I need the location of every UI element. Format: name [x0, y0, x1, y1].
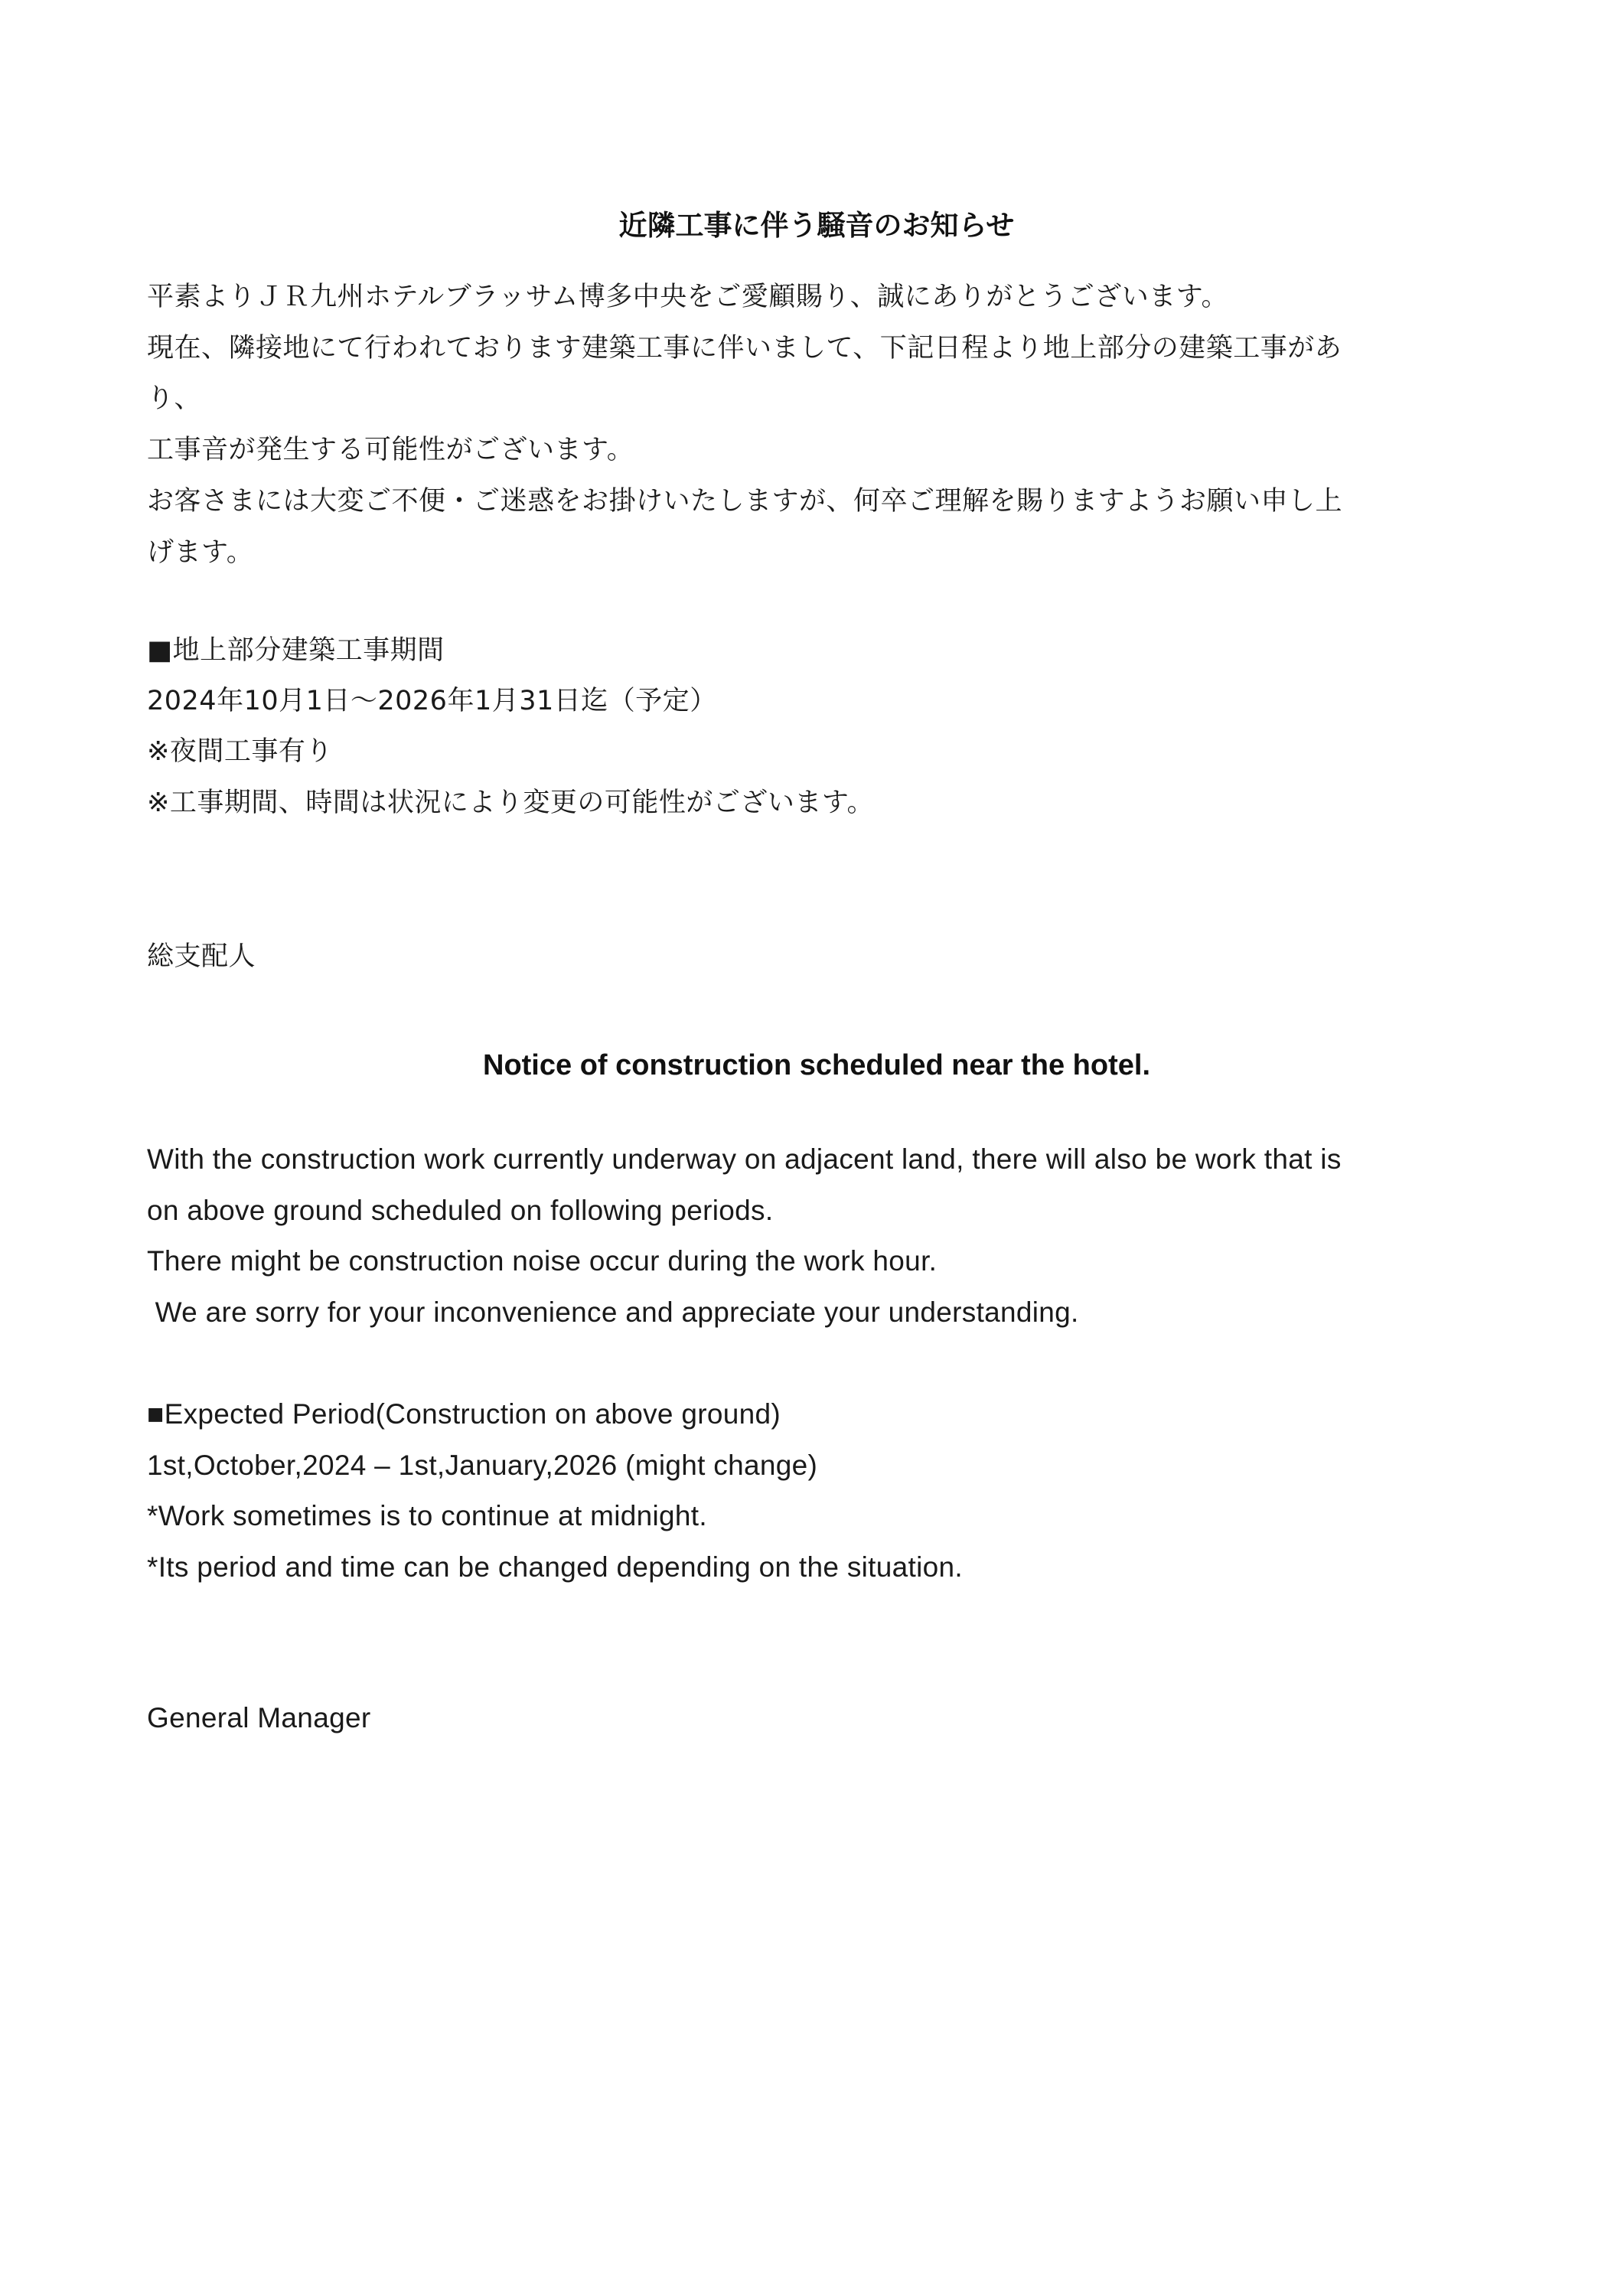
- english-body-line: on above ground scheduled on following periods.: [147, 1195, 774, 1226]
- english-note: *Work sometimes is to continue at midnight.: [147, 1500, 707, 1531]
- english-period-heading: ■Expected Period(Construction on above ground): [147, 1398, 781, 1430]
- english-period-dates: 1st,October,2024 – 1st,January,2026 (might change): [147, 1450, 818, 1481]
- japanese-body-line: お客さまには大変ご不便・ご迷惑をお掛けいたしますが、何卒ご理解を賜りますようお願い申し上: [147, 486, 1343, 517]
- japanese-body-line: 現在、隣接地にて行われております建築工事に伴いまして、下記日程より地上部分の建築工事があ: [147, 333, 1342, 364]
- japanese-body-line: 平素よりＪＲ九州ホテルブラッサム博多中央をご愛顧賜り、誠にありがとうございます。: [147, 282, 1229, 312]
- japanese-body-line: り、: [147, 383, 202, 414]
- english-signature: General Manager: [147, 1702, 371, 1733]
- japanese-period-heading: ■地上部分建築工事期間: [147, 635, 445, 666]
- english-title: Notice of construction scheduled near the hotel.: [483, 1049, 1150, 1081]
- japanese-body-line: 工事音が発生する可能性がございます。: [147, 435, 634, 465]
- english-note: *Its period and time can be changed depending on the situation.: [147, 1551, 963, 1583]
- japanese-note: ※工事期間、時間は状況により変更の可能性がございます。: [147, 788, 875, 818]
- japanese-signature: 総支配人: [147, 941, 256, 972]
- japanese-title: 近隣工事に伴う騒音のお知らせ: [618, 209, 1015, 242]
- english-body-line: We are sorry for your inconvenience and appreciate your understanding.: [147, 1296, 1079, 1328]
- english-body-line: With the construction work currently underway on adjacent land, there will also be work that is: [147, 1143, 1342, 1175]
- japanese-note: ※夜間工事有り: [147, 736, 333, 767]
- japanese-body-line: げます。: [147, 537, 254, 568]
- english-body-line: There might be construction noise occur during the work hour.: [147, 1245, 938, 1277]
- japanese-period-dates: 2024年10月1日～2026年1月31日迄（予定）: [147, 686, 717, 716]
